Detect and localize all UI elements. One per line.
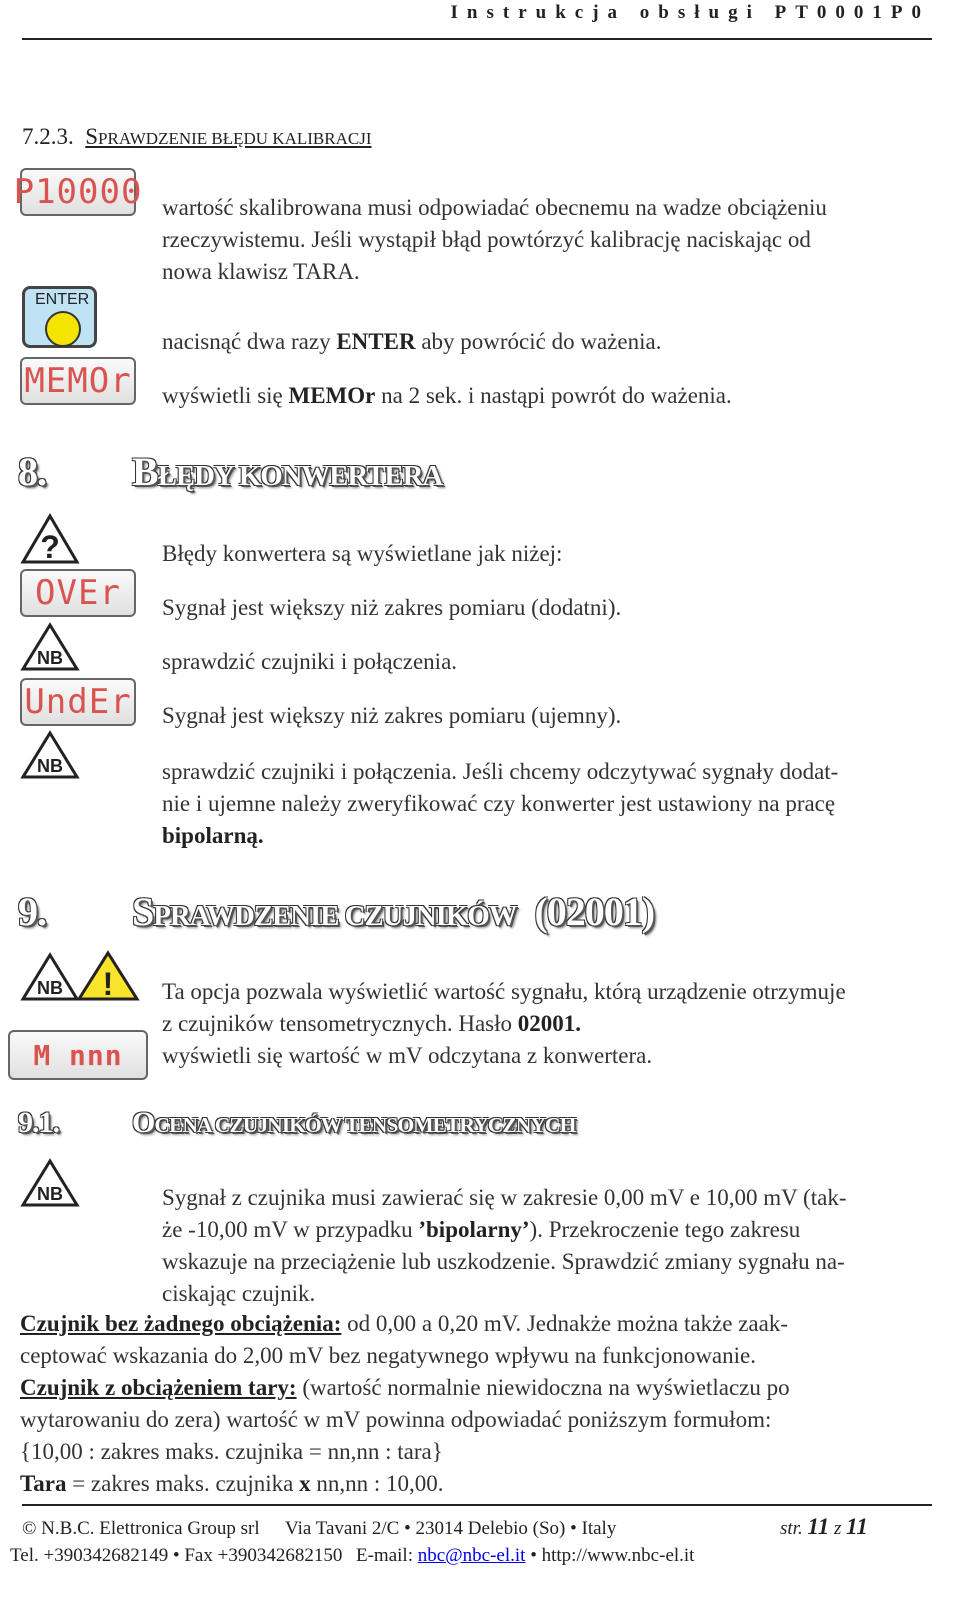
- nb-warning-icon: [20, 952, 80, 1002]
- text-part: na 2 sek. i nastąpi powrót do ważenia.: [375, 383, 732, 408]
- text-line: wyświetli się wartość w mV odczytana z konwertera.: [162, 1043, 653, 1068]
- section-number: 7.2.3.: [22, 124, 74, 149]
- nb-label: NB: [37, 978, 63, 998]
- sensor-check-paragraph: [162, 976, 846, 1072]
- formula-2: [20, 1468, 932, 1500]
- lcd-text: OVEr: [35, 573, 121, 613]
- under-description: Sygnał jest większy niż zakres pomiaru (ujemny).: [162, 703, 622, 728]
- heading-initial: O: [132, 1106, 155, 1139]
- heading-initial: S: [85, 124, 99, 149]
- page-separator: z: [833, 1518, 842, 1539]
- text-line: Sygnał z czujnika musi zawierać się w zakresie 0,00 mV e 10,00 mV (tak-: [162, 1185, 847, 1210]
- text-part: z czujników tensometrycznych. Hasło: [162, 1011, 518, 1036]
- calibration-paragraph: [162, 192, 827, 288]
- exclamation-warning-icon: [76, 950, 140, 1002]
- text-part: (wartość normalnie niewidoczna na wyświetlaczu po: [296, 1375, 790, 1400]
- svg-text:!: !: [102, 966, 114, 1002]
- heading-code: (02001): [534, 889, 655, 934]
- nb-label: NB: [37, 756, 63, 776]
- text-line: rzeczywistemu. Jeśli wystąpił błąd powtórzyć kalibrację naciskając od: [162, 227, 811, 252]
- heading-rest: PRAWDZENIE CZUJNIKÓW: [153, 900, 517, 932]
- section-7-2-3-title: [22, 124, 372, 150]
- lcd-text: P10000: [13, 172, 143, 212]
- no-load-label: Czujnik bez żadnego obciążenia:: [20, 1311, 342, 1336]
- email-link[interactable]: nbc@nbc-el.it: [417, 1545, 526, 1566]
- text-part: że -10,00 mV w przypadku: [162, 1217, 419, 1242]
- bold-tara: Tara: [20, 1471, 67, 1496]
- enter-key-button-dot: [45, 311, 81, 347]
- footer-page-number: [780, 1514, 868, 1540]
- header-rule: [22, 38, 932, 40]
- text-line: nowa klawisz TARA.: [162, 259, 360, 284]
- bold-memor: MEMOr: [288, 383, 376, 408]
- converter-errors-intro: Błędy konwertera są wyświetlane jak niżej:: [162, 541, 563, 566]
- footer-rule: [22, 1504, 932, 1506]
- lcd-display-memor: [20, 357, 136, 405]
- text-line: wytarowaniu do zera) wartość w mV powinna odpowiadać poniższym formułom:: [20, 1407, 772, 1432]
- section-heading: [85, 124, 371, 149]
- page-current: 11: [807, 1514, 830, 1539]
- text-line: nie i ujemne należy zweryfikować czy konwerter jest ustawiony na pracę: [162, 791, 836, 816]
- lcd-display-over: [20, 569, 136, 617]
- text-line: ciskając czujnik.: [162, 1281, 316, 1306]
- enter-key-icon: [22, 286, 97, 348]
- text-part: nacisnąć dwa razy: [162, 329, 337, 354]
- heading-rest: PRAWDZENIE BŁĘDU KALIBRACJI: [98, 129, 372, 148]
- text-part: ). Przekroczenie tego zakresu: [529, 1217, 801, 1242]
- lcd-display-mnnn: [8, 1030, 148, 1080]
- nb-label: NB: [37, 1184, 63, 1204]
- section-9-number: 9.: [18, 889, 46, 934]
- lcd-text: MEMOr: [24, 361, 132, 401]
- footer-phone: Tel. +390342682149 • Fax +390342682150: [10, 1545, 343, 1566]
- text-part: wyświetli się: [162, 383, 289, 408]
- text-part: = zakres maks. czujnika: [66, 1471, 300, 1496]
- nb-warning-icon: [20, 730, 80, 780]
- text-line: ceptować wskazania do 2,00 mV bez negatywnego wpływu na funkcjonowanie.: [20, 1343, 756, 1368]
- nb-warning-icon: [20, 1158, 80, 1208]
- section-9-heading: [132, 888, 654, 935]
- text-part: od 0,00 a 0,20 mV. Jednakże można także zaak-: [341, 1311, 788, 1336]
- text-part: nn,nn : 10,00.: [310, 1471, 444, 1496]
- memor-instruction: [162, 380, 732, 412]
- bold-x: x: [299, 1471, 311, 1496]
- lcd-display-p10000: [13, 168, 143, 216]
- footer-address: Via Tavani 2/C • 23014 Delebio (So) • Italy: [285, 1518, 617, 1539]
- load-evaluation-paragraph: [20, 1308, 932, 1500]
- web-address: • http://www.nbc-el.it: [525, 1545, 695, 1566]
- lcd-display-under: [20, 678, 136, 726]
- section-9-1-heading: [132, 1106, 575, 1140]
- section-8-number: 8.: [18, 449, 46, 494]
- over-action: sprawdzić czujniki i połączenia.: [162, 649, 458, 674]
- formula-1: {10,00 : zakres maks. czujnika = nn,nn : tara}: [20, 1439, 443, 1464]
- email-label: E-mail:: [356, 1545, 418, 1566]
- bold-bipolar: bipolarną.: [162, 823, 264, 848]
- text-line: wskazuje na przeciążenie lub uszkodzenie. Sprawdzić zmiany sygnału na-: [162, 1249, 845, 1274]
- text-line: Ta opcja pozwala wyświetlić wartość sygnału, którą urządzenie otrzymuje: [162, 979, 846, 1004]
- text-line: wartość skalibrowana musi odpowiadać obecnemu na wadze obciążeniu: [162, 195, 827, 220]
- over-description: Sygnał jest większy niż zakres pomiaru (dodatni).: [162, 595, 622, 620]
- enter-instruction: [162, 326, 661, 358]
- footer-company: © N.B.C. Elettronica Group srl: [22, 1518, 260, 1539]
- page-total: 11: [846, 1514, 868, 1539]
- tare-load-label: Czujnik z obciążeniem tary:: [20, 1375, 297, 1400]
- bold-enter: ENTER: [336, 329, 416, 354]
- heading-initial: B: [132, 449, 158, 494]
- heading-initial: S: [132, 889, 154, 934]
- heading-rest: ŁĘDY KONWERTERA: [157, 460, 443, 492]
- bold-password: 02001.: [517, 1011, 581, 1036]
- nb-warning-icon: [20, 622, 80, 672]
- lcd-text: M nnn: [33, 1038, 123, 1072]
- lcd-text: UndEr: [24, 682, 132, 722]
- heading-rest: CENA CZUJNIKÓW TENSOMETRYCZNYCH: [154, 1113, 576, 1137]
- footer-contact: [356, 1545, 694, 1567]
- nb-label: NB: [37, 648, 63, 668]
- text-line: sprawdzić czujniki i połączenia. Jeśli chcemy odczytywać sygnały dodat-: [162, 759, 839, 784]
- header-title: Instrukcja obsługi PT0001P0: [450, 2, 930, 23]
- section-9-1-number: 9.1.: [18, 1106, 59, 1139]
- enter-key-label: ENTER: [35, 291, 90, 308]
- under-action: [162, 756, 838, 852]
- signal-range-paragraph: [162, 1182, 846, 1310]
- section-8-heading: [132, 448, 442, 495]
- page-label: str.: [780, 1518, 803, 1539]
- svg-text:?: ?: [40, 529, 60, 565]
- bold-bipolarny: ’bipolarny’: [418, 1217, 530, 1242]
- question-warning-icon: [20, 513, 80, 565]
- text-part: aby powrócić do ważenia.: [415, 329, 662, 354]
